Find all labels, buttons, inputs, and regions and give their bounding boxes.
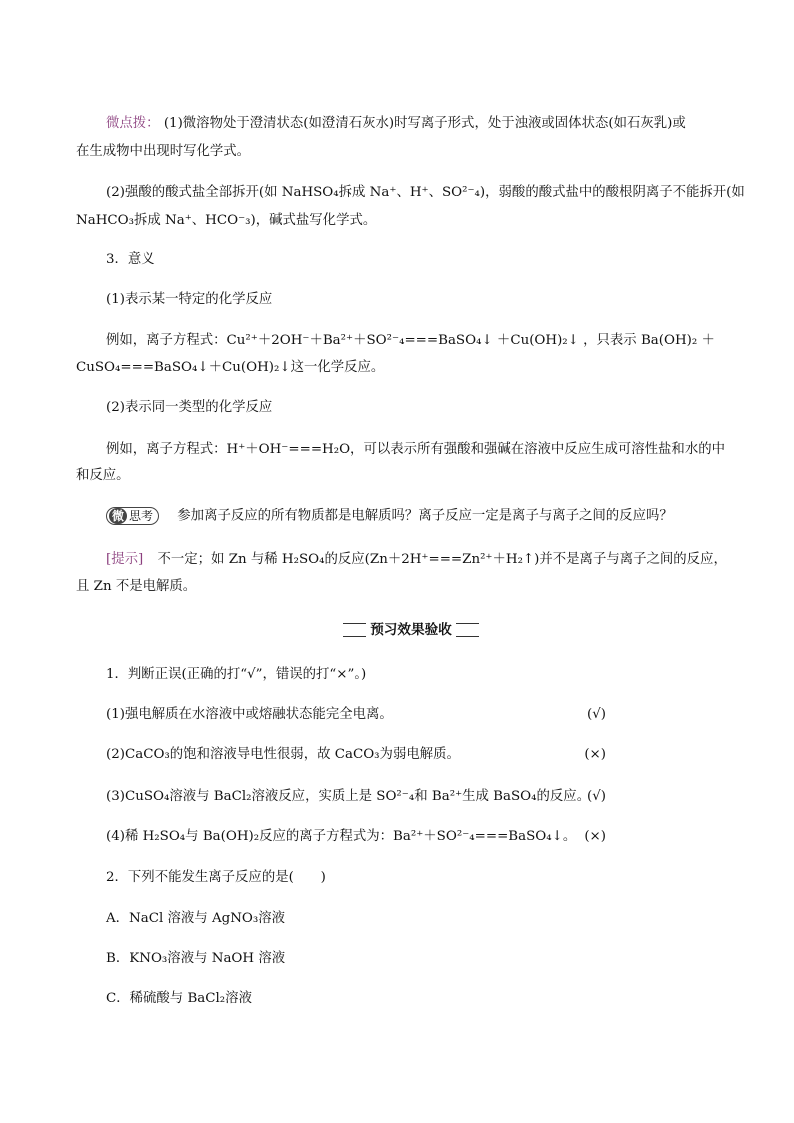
q1-item-text: (3)CuSO₄溶液与 BaCl₂溶液反应，实质上是 SO²⁻₄和 Ba²⁺生成 BaSO₄的反应。 bbox=[106, 789, 591, 804]
section-heading: 预习效果验收 bbox=[343, 620, 479, 640]
hint-line-2: 且 Zn 不是电解质。 bbox=[76, 579, 197, 594]
hint-answer: 不一定；如 Zn 与稀 H₂SO₄的反应(Zn＋2H⁺===Zn²⁺＋H₂↑)并不是离子与离子之间的反应， bbox=[157, 552, 727, 567]
example-1-line-2: CuSO₄===BaSO₄↓＋Cu(OH)₂↓这一化学反应。 bbox=[76, 360, 385, 375]
tip-line-2: 在生成物中出现时写化学式。 bbox=[76, 144, 251, 159]
q2-option-b: B．KNO₃溶液与 NaOH 溶液 bbox=[106, 951, 286, 966]
q1-item-mark: (√) bbox=[587, 707, 606, 722]
tip-text: (1)微溶物处于澄清状态(如澄清石灰水)时写离子形式，处于浊液或固体状态(如石灰乳)或 bbox=[163, 116, 686, 131]
q1-item-1 bbox=[106, 706, 606, 724]
subsection-1-title: (1)表示某一特定的化学反应 bbox=[106, 292, 273, 307]
q1-item-2 bbox=[106, 746, 606, 764]
q1-item-mark: (×) bbox=[584, 747, 606, 762]
example-2-line-1: 例如，离子方程式：H⁺＋OH⁻===H₂O，可以表示所有强酸和强碱在溶液中反应生成可溶性盐和水的中 bbox=[106, 442, 725, 457]
tip-label: 微点拨： bbox=[106, 116, 160, 131]
q2-option-a: A．NaCl 溶液与 AgNO₃溶液 bbox=[106, 911, 286, 926]
tip2-line-1: (2)强酸的酸式盐全部拆开(如 NaHSO₄拆成 Na⁺、H⁺、SO²⁻₄)，弱酸的酸式盐中的酸根阴离子不能拆开(如 bbox=[106, 185, 745, 200]
q1-item-text: (4)稀 H₂SO₄与 Ba(OH)₂反应的离子方程式为：Ba²⁺＋SO²⁻₄===BaSO₄↓。 bbox=[106, 829, 577, 844]
q1-item-3 bbox=[106, 788, 606, 806]
q1-item-4 bbox=[106, 828, 606, 846]
think-question: 参加离子反应的所有物质都是电解质吗？离子反应一定是离子与离子之间的反应吗？ bbox=[177, 508, 673, 524]
hint-line-1 bbox=[106, 551, 727, 569]
tip2-line-2: NaHCO₃拆成 Na⁺、HCO⁻₃)，碱式盐写化学式。 bbox=[76, 213, 377, 228]
q1-item-mark: (√) bbox=[587, 789, 606, 804]
q1-item-text: (1)强电解质在水溶液中或熔融状态能完全电离。 bbox=[106, 707, 393, 722]
think-line bbox=[106, 507, 673, 526]
hint-label: [提示] bbox=[106, 552, 144, 567]
example-2-line-2: 和反应。 bbox=[76, 468, 130, 483]
q1-item-mark: (×) bbox=[584, 829, 606, 844]
subsection-2-title: (2)表示同一类型的化学反应 bbox=[106, 400, 273, 415]
example-1-line-1: 例如，离子方程式：Cu²⁺＋2OH⁻＋Ba²⁺＋SO²⁻₄===BaSO₄↓ ＋Cu(OH)₂↓ ，只表示 Ba(OH)₂ ＋ bbox=[106, 333, 715, 348]
tip-line-1 bbox=[106, 115, 686, 133]
q1-item-text: (2)CaCO₃的饱和溶液导电性很弱，故 CaCO₃为弱电解质。 bbox=[106, 747, 460, 762]
q2-stem: 2．下列不能发生离子反应的是( ) bbox=[106, 870, 326, 885]
section-3-title: 3．意义 bbox=[106, 252, 155, 267]
q2-option-c: C．稀硫酸与 BaCl₂溶液 bbox=[106, 991, 252, 1006]
q1-stem: 1．判断正误(正确的打“√”，错误的打“×”。) bbox=[106, 667, 367, 682]
think-badge-icon: 微 思考 bbox=[106, 507, 159, 525]
